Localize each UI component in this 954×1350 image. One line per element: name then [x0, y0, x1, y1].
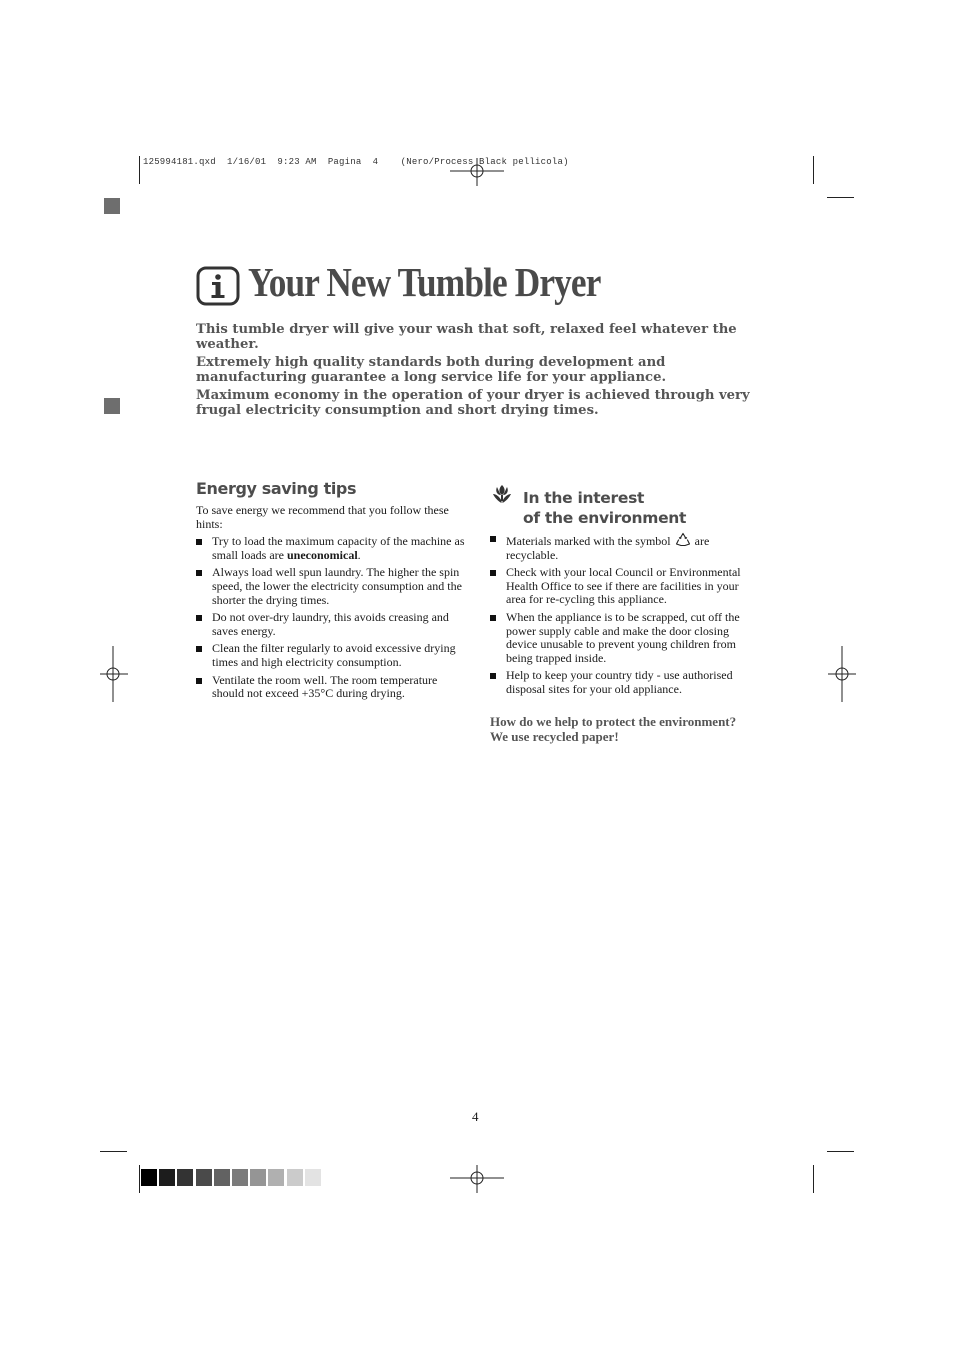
- bullet-icon: [490, 570, 496, 576]
- bullet-icon: [196, 678, 202, 684]
- list-item-emphasis: uneconomical: [286, 547, 358, 562]
- page-title: Your New Tumble Dryer: [248, 259, 601, 305]
- energy-saving-heading: Energy saving tips: [196, 479, 357, 498]
- bullet-icon: [196, 646, 202, 652]
- color-swatch: [159, 1169, 175, 1186]
- color-swatch: [141, 1169, 157, 1186]
- color-swatch: [232, 1169, 248, 1186]
- list-item-text: Do not over-dry laundry, this avoids creasing and saves energy.: [212, 610, 449, 638]
- crop-mark-top-left: [139, 156, 140, 184]
- color-swatch: [287, 1169, 303, 1186]
- page-number: 4: [472, 1109, 479, 1124]
- intro-paragraph: Extremely high quality standards both during development and manufacturing guarantee a long service life for your appliance.: [196, 355, 667, 385]
- environment-section: [490, 480, 755, 744]
- list-item: [490, 566, 755, 607]
- list-item: [490, 669, 755, 696]
- intro-paragraph: Maximum economy in the operation of your dryer is achieved through very frugal electricity consumption and short drying times.: [196, 388, 750, 418]
- color-swatch: [305, 1169, 321, 1186]
- info-icon: [196, 266, 240, 306]
- color-swatch: [196, 1169, 212, 1186]
- color-swatch: [214, 1169, 230, 1186]
- registration-mark-bottom: [450, 1165, 504, 1193]
- color-swatch: [177, 1169, 193, 1186]
- energy-tips-list: [196, 535, 468, 701]
- bullet-icon: [196, 539, 202, 545]
- slug-line: 125994181.qxd 1/16/01 9:23 AM Pagina 4 (Nero/Process Black pellicola): [143, 157, 569, 167]
- list-item: [196, 566, 468, 607]
- list-item-text: Help to keep your country tidy - use authorised disposal sites for your old appliance.: [506, 668, 733, 696]
- registration-mark-right: [828, 646, 856, 702]
- list-item-text: Materials marked with the symbol: [506, 534, 671, 548]
- list-item: [196, 611, 468, 638]
- environment-header: [490, 480, 755, 532]
- bullet-icon: [490, 615, 496, 621]
- crop-mark-bottom-right: [813, 1165, 814, 1193]
- crop-mark-bottom-left-h: [100, 1151, 127, 1152]
- bullet-icon: [490, 673, 496, 679]
- list-item-text: Always load well spun laundry. The higher the spin speed, the lower the electricity consumption and the shorter the drying times.: [212, 565, 462, 607]
- list-item: [490, 532, 755, 562]
- intro-text: [196, 322, 756, 421]
- bullet-icon: [490, 536, 496, 542]
- margin-marker-middle: [104, 398, 120, 414]
- list-item: [196, 535, 468, 562]
- crop-mark-top-right-h: [827, 197, 854, 198]
- recycle-icon: [675, 532, 691, 547]
- environment-list: [490, 532, 755, 697]
- list-item-text-end: .: [357, 547, 361, 562]
- energy-saving-lead: To save energy we recommend that you follow these hints:: [196, 503, 449, 531]
- list-item-text: Clean the filter regularly to avoid excessive drying times and high electricity consumption.: [212, 641, 456, 669]
- intro-paragraph: This tumble dryer will give your wash that soft, relaxed feel whatever the weather.: [196, 322, 737, 352]
- bullet-icon: [196, 615, 202, 621]
- color-swatch: [268, 1169, 284, 1186]
- crop-mark-top-right: [813, 156, 814, 184]
- energy-saving-section: [196, 479, 468, 705]
- registration-mark-left: [100, 646, 128, 702]
- list-item-text: are recyclable.: [506, 534, 710, 562]
- margin-marker-top: [104, 198, 120, 214]
- environment-heading-line: of the environment: [523, 509, 687, 527]
- list-item-text: Try to load the maximum capacity of the machine as small loads are: [212, 534, 465, 562]
- recycled-paper-note: How do we help to protect the environment? We use recycled paper!: [490, 713, 737, 744]
- list-item: [196, 642, 468, 669]
- list-item-text: Ventilate the room well. The room temperature should not exceed +35°C during drying.: [212, 672, 438, 701]
- list-item-text: When the appliance is to be scrapped, cut off the power supply cable and make the door closing device unusable to prevent young children from being trapped inside.: [506, 609, 740, 665]
- crop-mark-bottom-left: [139, 1165, 140, 1193]
- bullet-icon: [196, 570, 202, 576]
- crop-mark-bottom-right-h: [827, 1151, 854, 1152]
- list-item: [196, 674, 468, 701]
- environment-heading: [523, 488, 686, 528]
- color-swatch: [250, 1169, 266, 1186]
- environment-heading-line: In the interest: [523, 489, 645, 507]
- list-item: [490, 611, 755, 665]
- list-item-text: Check with your local Council or Environmental Health Office to see if there are facilities in your area for re-cycling this appliance.: [506, 565, 741, 607]
- tulip-icon: [490, 482, 514, 504]
